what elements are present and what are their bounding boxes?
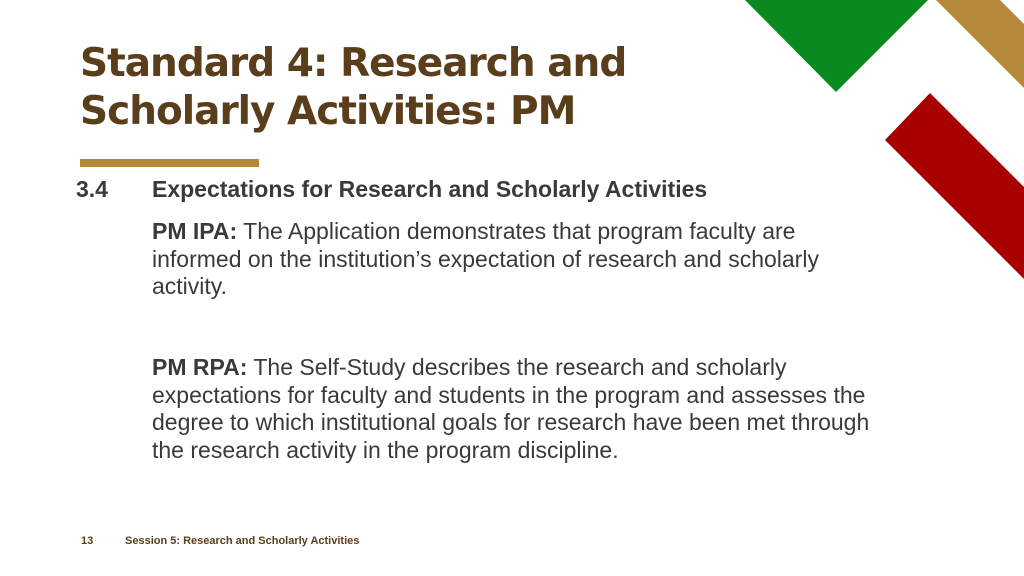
paragraph-text: The Self-Study describes the research and scholarly expectations for faculty and students in the program and assesses the degree to which institutional goals for research have been met through the research activity in the program discipline.: [152, 354, 870, 463]
paragraph-pm-ipa: [152, 218, 882, 301]
paragraph-text: The Application demonstrates that program faculty are informed on the institution’s expectation of research and scholarly activity.: [152, 218, 819, 299]
footer-session-title: Session 5: Research and Scholarly Activities: [125, 535, 360, 547]
slide-number: 13: [81, 535, 94, 547]
slide-title: [80, 40, 626, 136]
title-underline-rule: [80, 159, 259, 167]
slide-title-line-1: Standard 4: Research and: [80, 41, 627, 86]
paragraph-label: PM RPA:: [152, 354, 248, 380]
paragraph-label: PM IPA:: [152, 218, 238, 244]
red-stripe-shape: [885, 93, 1024, 279]
paragraph-pm-rpa: [152, 354, 882, 464]
gold-stripe-shape: [936, 0, 1024, 88]
slide-title-line-2: Scholarly Activities: PM: [80, 89, 576, 134]
green-triangle-shape: [745, 0, 928, 92]
section-number: 3.4: [76, 176, 108, 202]
section-heading: Expectations for Research and Scholarly Activities: [152, 176, 708, 202]
